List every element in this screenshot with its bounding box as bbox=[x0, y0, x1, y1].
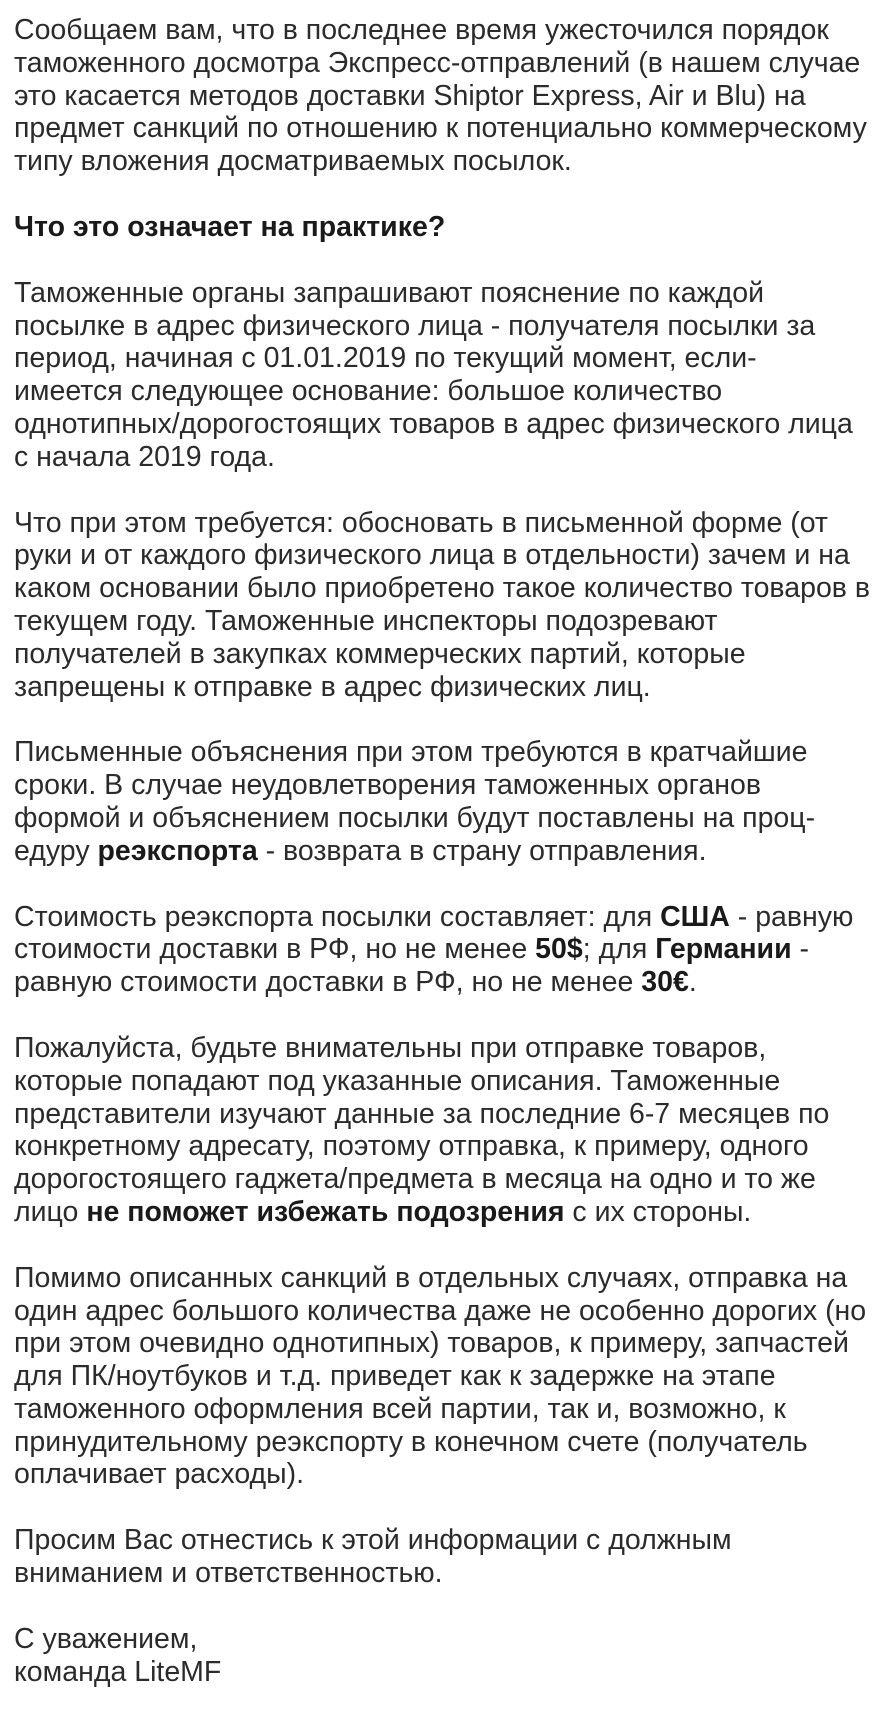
cost-text-1: Стоимость реэкспорта посылки составляет: для bbox=[14, 900, 661, 933]
cost-paragraph bbox=[14, 901, 870, 999]
signature bbox=[14, 1623, 870, 1689]
additional-sanctions-paragraph: Помимо описанных санкций в отдельных случаях, отправка на один адрес большого количества даже не особенно дорогих (но при этом очевидно однотипных) товаров, к примеру, запчастей для ПК/ноутбуков и т.д. приведет как к задержке на этапе таможенного оформления всей партии, так и, возможно, к принудительному реэкспорту в конечном счете (получатель оплачивает расходы). bbox=[14, 1261, 867, 1491]
cost-text-5: . bbox=[688, 966, 697, 999]
request-paragraph: Просим Вас отнестись к этой информации с должным вниманием и ответственностью. bbox=[14, 1524, 732, 1590]
cost-min-usd: 50$ bbox=[535, 933, 583, 966]
cost-text-3: ; для bbox=[582, 933, 656, 966]
reexport-text-after: - возврата в страну отправления. bbox=[257, 834, 707, 867]
signature-greeting: С уважением, bbox=[14, 1622, 198, 1655]
caution-bold: не поможет избежать подозрения bbox=[86, 1195, 565, 1228]
reexport-paragraph bbox=[14, 736, 870, 867]
cost-country-usa: США bbox=[660, 900, 730, 933]
caution-text-before: Пожалуйста, будьте внимательны при отправке товаров, которые попадают под указанные описания. Таможенные представители изучают данные за последние 6-7 месяцев по конкретному адресату, поэтому отправка, к примеру, одного дорогостоящего гаджета/предмета в месяца на одно и то же лицо bbox=[14, 1031, 830, 1228]
signature-team: команда LiteMF bbox=[14, 1655, 222, 1688]
explanation-paragraph: Таможенные органы запрашивают пояснение по каждой посылке в адрес физического лица - получателя посылки за период, начиная с 01.01.2019 по текущий момент, если- имеется следующее основание: большое количество однотипных/дорогостоящих товаров в адрес физического лица с начала 2019 года. bbox=[14, 276, 853, 473]
requirements-paragraph: Что при этом требуется: обосновать в письменной форме (от руки и от каждого физического лица в отдельности) зачем и на каком основании было приобретено такое количество товаров в текущем году. Таможенные инспекторы подозревают получателей в закупках коммерческих партий, которые запрещены к отправке в адрес физических лиц. bbox=[14, 506, 871, 703]
cost-text-4: - равную стоимости доставки в РФ, но не менее bbox=[14, 933, 810, 999]
section-heading: Что это означает на практике? bbox=[14, 210, 446, 243]
cost-min-eur: 30€ bbox=[641, 966, 689, 999]
reexport-text-before: Письменные объяснения при этом требуются в кратчайшие сроки. В случае неудовлетворения таможенных органов формой и объяснением посылки будут поставлены на проц- едуру bbox=[14, 736, 816, 867]
reexport-bold: реэкспорта bbox=[97, 834, 258, 867]
cost-country-germany: Германии bbox=[655, 933, 792, 966]
caution-paragraph bbox=[14, 1032, 870, 1229]
caution-text-after: с их стороны. bbox=[564, 1195, 752, 1228]
cost-text-2: - равную стоимости доставки в РФ, но не менее bbox=[14, 900, 854, 966]
intro-paragraph: Сообщаем вам, что в последнее время ужесточился порядок таможенного досмотра Экспресс-отправлений (в нашем случае это касается методов доставки Shiptor Express, Air и Blu) на предмет санкций по отношению к потенциально коммерческому типу вложения досматриваемых посылок. bbox=[14, 14, 867, 178]
